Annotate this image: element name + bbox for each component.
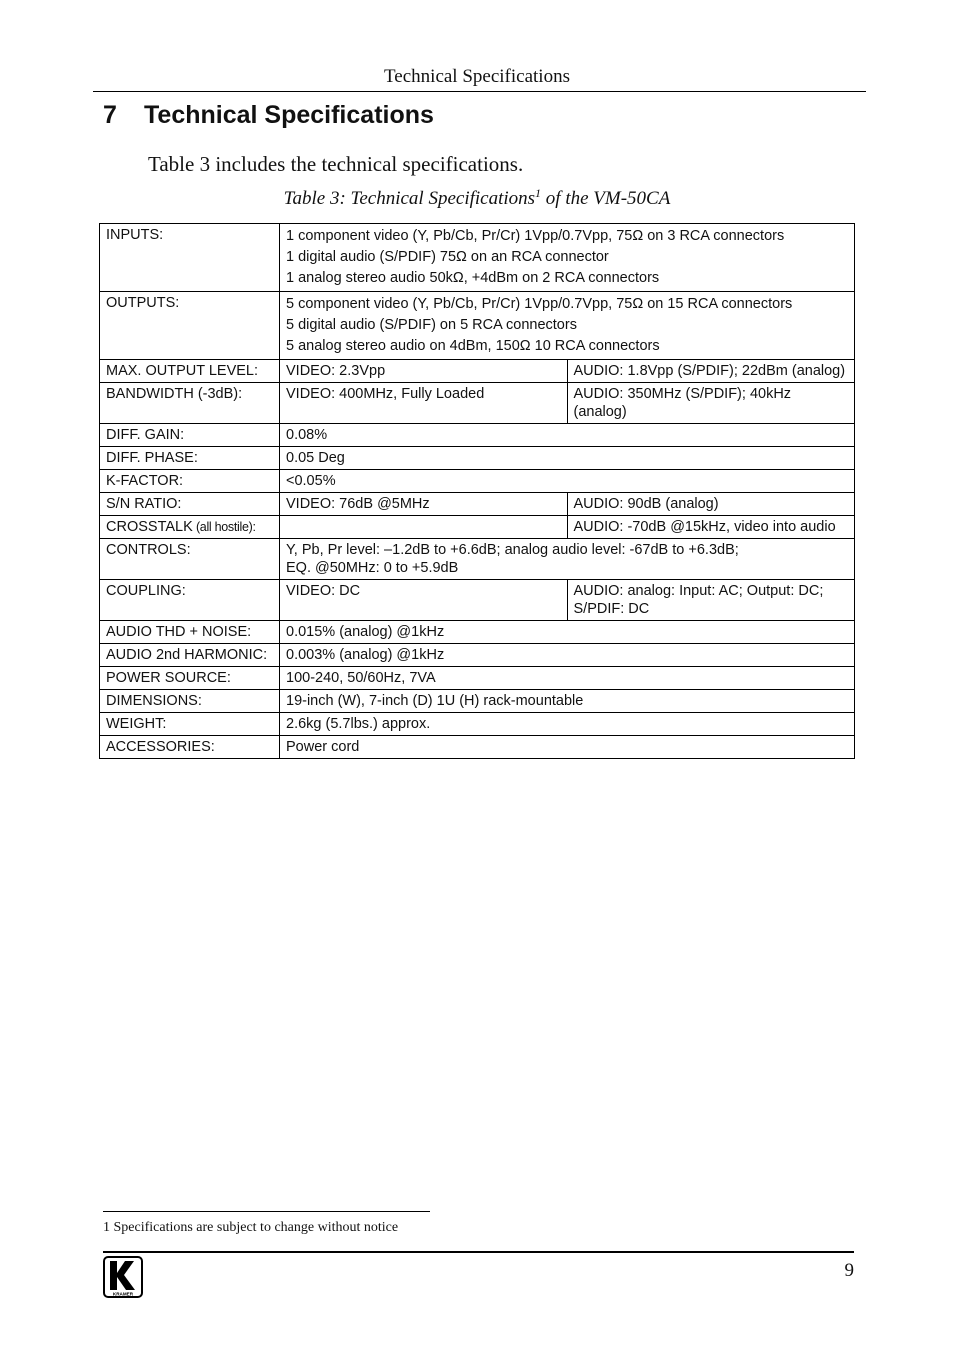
row-value — [280, 292, 855, 360]
section-heading — [103, 101, 434, 130]
video-value: VIDEO: DC — [280, 580, 568, 621]
spec-line: 5 analog stereo audio on 4dBm, 150Ω 10 RCA connectors — [286, 338, 660, 354]
table-row — [100, 360, 855, 383]
row-label: AUDIO THD + NOISE: — [100, 621, 280, 644]
row-value: 2.6kg (5.7lbs.) approx. — [280, 713, 855, 736]
table-row — [100, 383, 855, 424]
row-label: AUDIO 2nd HARMONIC: — [100, 644, 280, 667]
row-value: 0.05 Deg — [280, 447, 855, 470]
crosstalk-label-note: (all hostile): — [192, 520, 256, 534]
row-label: DIFF. PHASE: — [100, 447, 280, 470]
row-value: Power cord — [280, 736, 855, 759]
row-label: POWER SOURCE: — [100, 667, 280, 690]
running-header: Technical Specifications — [384, 66, 570, 87]
row-label: DIMENSIONS: — [100, 690, 280, 713]
table-row — [100, 292, 855, 360]
table-row — [100, 713, 855, 736]
caption-suffix: of the VM-50CA — [541, 188, 671, 209]
table-row — [100, 516, 855, 539]
footnote-ref: 1 — [535, 186, 542, 200]
video-value: VIDEO: 400MHz, Fully Loaded — [280, 383, 568, 424]
spec-line: 1 digital audio (S/PDIF) 75Ω on an RCA connector — [286, 249, 609, 265]
row-value: <0.05% — [280, 470, 855, 493]
table-row — [100, 493, 855, 516]
footnote-rule — [103, 1211, 430, 1212]
table-row — [100, 736, 855, 759]
row-label: MAX. OUTPUT LEVEL: — [100, 360, 280, 383]
table-row — [100, 224, 855, 292]
row-label: INPUTS: — [100, 224, 280, 292]
kramer-logo-icon — [103, 1256, 143, 1298]
spec-table — [99, 223, 855, 759]
table-row — [100, 621, 855, 644]
row-label: COUPLING: — [100, 580, 280, 621]
header-rule — [93, 91, 866, 92]
row-value: 0.003% (analog) @1kHz — [280, 644, 855, 667]
audio-value: AUDIO: 90dB (analog) — [567, 493, 855, 516]
table-row — [100, 470, 855, 493]
table-row — [100, 447, 855, 470]
table-caption — [0, 186, 954, 210]
table-row — [100, 667, 855, 690]
row-value — [280, 224, 855, 292]
footer-rule — [103, 1251, 854, 1253]
row-value — [280, 539, 855, 580]
table-row — [100, 424, 855, 447]
logo-wordmark: KRAMER — [112, 1291, 134, 1297]
crosstalk-label: CROSSTALK — [106, 519, 193, 535]
row-label: CONTROLS: — [100, 539, 280, 580]
spec-line: 1 component video (Y, Pb/Cb, Pr/Cr) 1Vpp/0.7Vpp, 75Ω on 3 RCA connectors — [286, 228, 785, 244]
row-label: K-FACTOR: — [100, 470, 280, 493]
audio-value: AUDIO: 1.8Vpp (S/PDIF); 22dBm (analog) — [567, 360, 855, 383]
table-row — [100, 539, 855, 580]
section-title: Technical Specifications — [144, 101, 434, 129]
spec-line: 1 analog stereo audio 50kΩ, +4dBm on 2 RCA connectors — [286, 270, 660, 286]
row-value: 0.08% — [280, 424, 855, 447]
spec-line: 5 digital audio (S/PDIF) on 5 RCA connectors — [286, 317, 577, 333]
row-value: 100-240, 50/60Hz, 7VA — [280, 667, 855, 690]
video-value — [280, 516, 568, 539]
table-row — [100, 690, 855, 713]
row-label: OUTPUTS: — [100, 292, 280, 360]
row-value: 0.015% (analog) @1kHz — [280, 621, 855, 644]
spec-line: EQ. @50MHz: 0 to +5.9dB — [286, 560, 459, 576]
table-row — [100, 580, 855, 621]
video-value: VIDEO: 2.3Vpp — [280, 360, 568, 383]
audio-value: AUDIO: analog: Input: AC; Output: DC; S/PDIF: DC — [567, 580, 855, 621]
row-label: WEIGHT: — [100, 713, 280, 736]
page-number: 9 — [844, 1260, 854, 1281]
section-number: 7 — [103, 101, 117, 129]
intro-paragraph: Table 3 includes the technical specifications. — [148, 152, 524, 176]
row-label — [100, 516, 280, 539]
row-label: DIFF. GAIN: — [100, 424, 280, 447]
row-label: BANDWIDTH (-3dB): — [100, 383, 280, 424]
caption-text: Table 3: Technical Specifications — [283, 188, 536, 209]
video-value: VIDEO: 76dB @5MHz — [280, 493, 568, 516]
row-label: ACCESSORIES: — [100, 736, 280, 759]
audio-value: AUDIO: -70dB @15kHz, video into audio — [567, 516, 855, 539]
row-value: 19-inch (W), 7-inch (D) 1U (H) rack-mountable — [280, 690, 855, 713]
audio-value: AUDIO: 350MHz (S/PDIF); 40kHz (analog) — [567, 383, 855, 424]
row-label: S/N RATIO: — [100, 493, 280, 516]
footnote: 1 Specifications are subject to change without notice — [103, 1220, 399, 1235]
spec-line: 5 component video (Y, Pb/Cb, Pr/Cr) 1Vpp/0.7Vpp, 75Ω on 15 RCA connectors — [286, 296, 793, 312]
table-row — [100, 644, 855, 667]
spec-line: Y, Pb, Pr level: –1.2dB to +6.6dB; analog audio level: -67dB to +6.3dB; — [286, 542, 739, 558]
